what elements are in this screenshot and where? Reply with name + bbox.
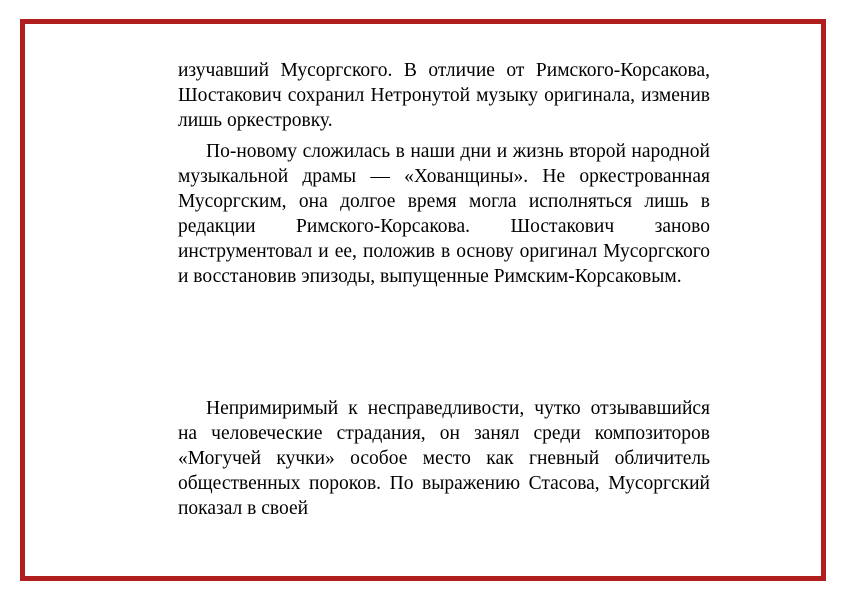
text-block-top (178, 58, 710, 289)
paragraph-continuation: изучавший Мусоргского. В отличие от Римского-Корсакова, Шостакович сохранил Нетронутой музыку оригинала, изменив лишь оркестровку. (178, 60, 710, 131)
paragraph-mussorgsky: Непримиримый к несправедливости, чутко отзывавшийся на человеческие страдания, он занял среди композиторов «Могучей кучки» особое место как гневный обличитель общественных пороков. По выражению Стасова, Мусоргский показал в своей (178, 398, 710, 519)
paragraph-khovanshchina: По-новому сложилась в наши дни и жизнь второй народной музыкальной драмы — «Хованщины». Не оркестрованная Мусоргским, она долгое время могла исполняться лишь в редакции Римского-Корсакова. Шостакович заново инструментовал и ее, положив в основу оригинал Мусоргского и восстановив эпизоды, выпущенные Римским-Корсаковым. (178, 141, 710, 287)
text-block-bottom (178, 396, 710, 521)
